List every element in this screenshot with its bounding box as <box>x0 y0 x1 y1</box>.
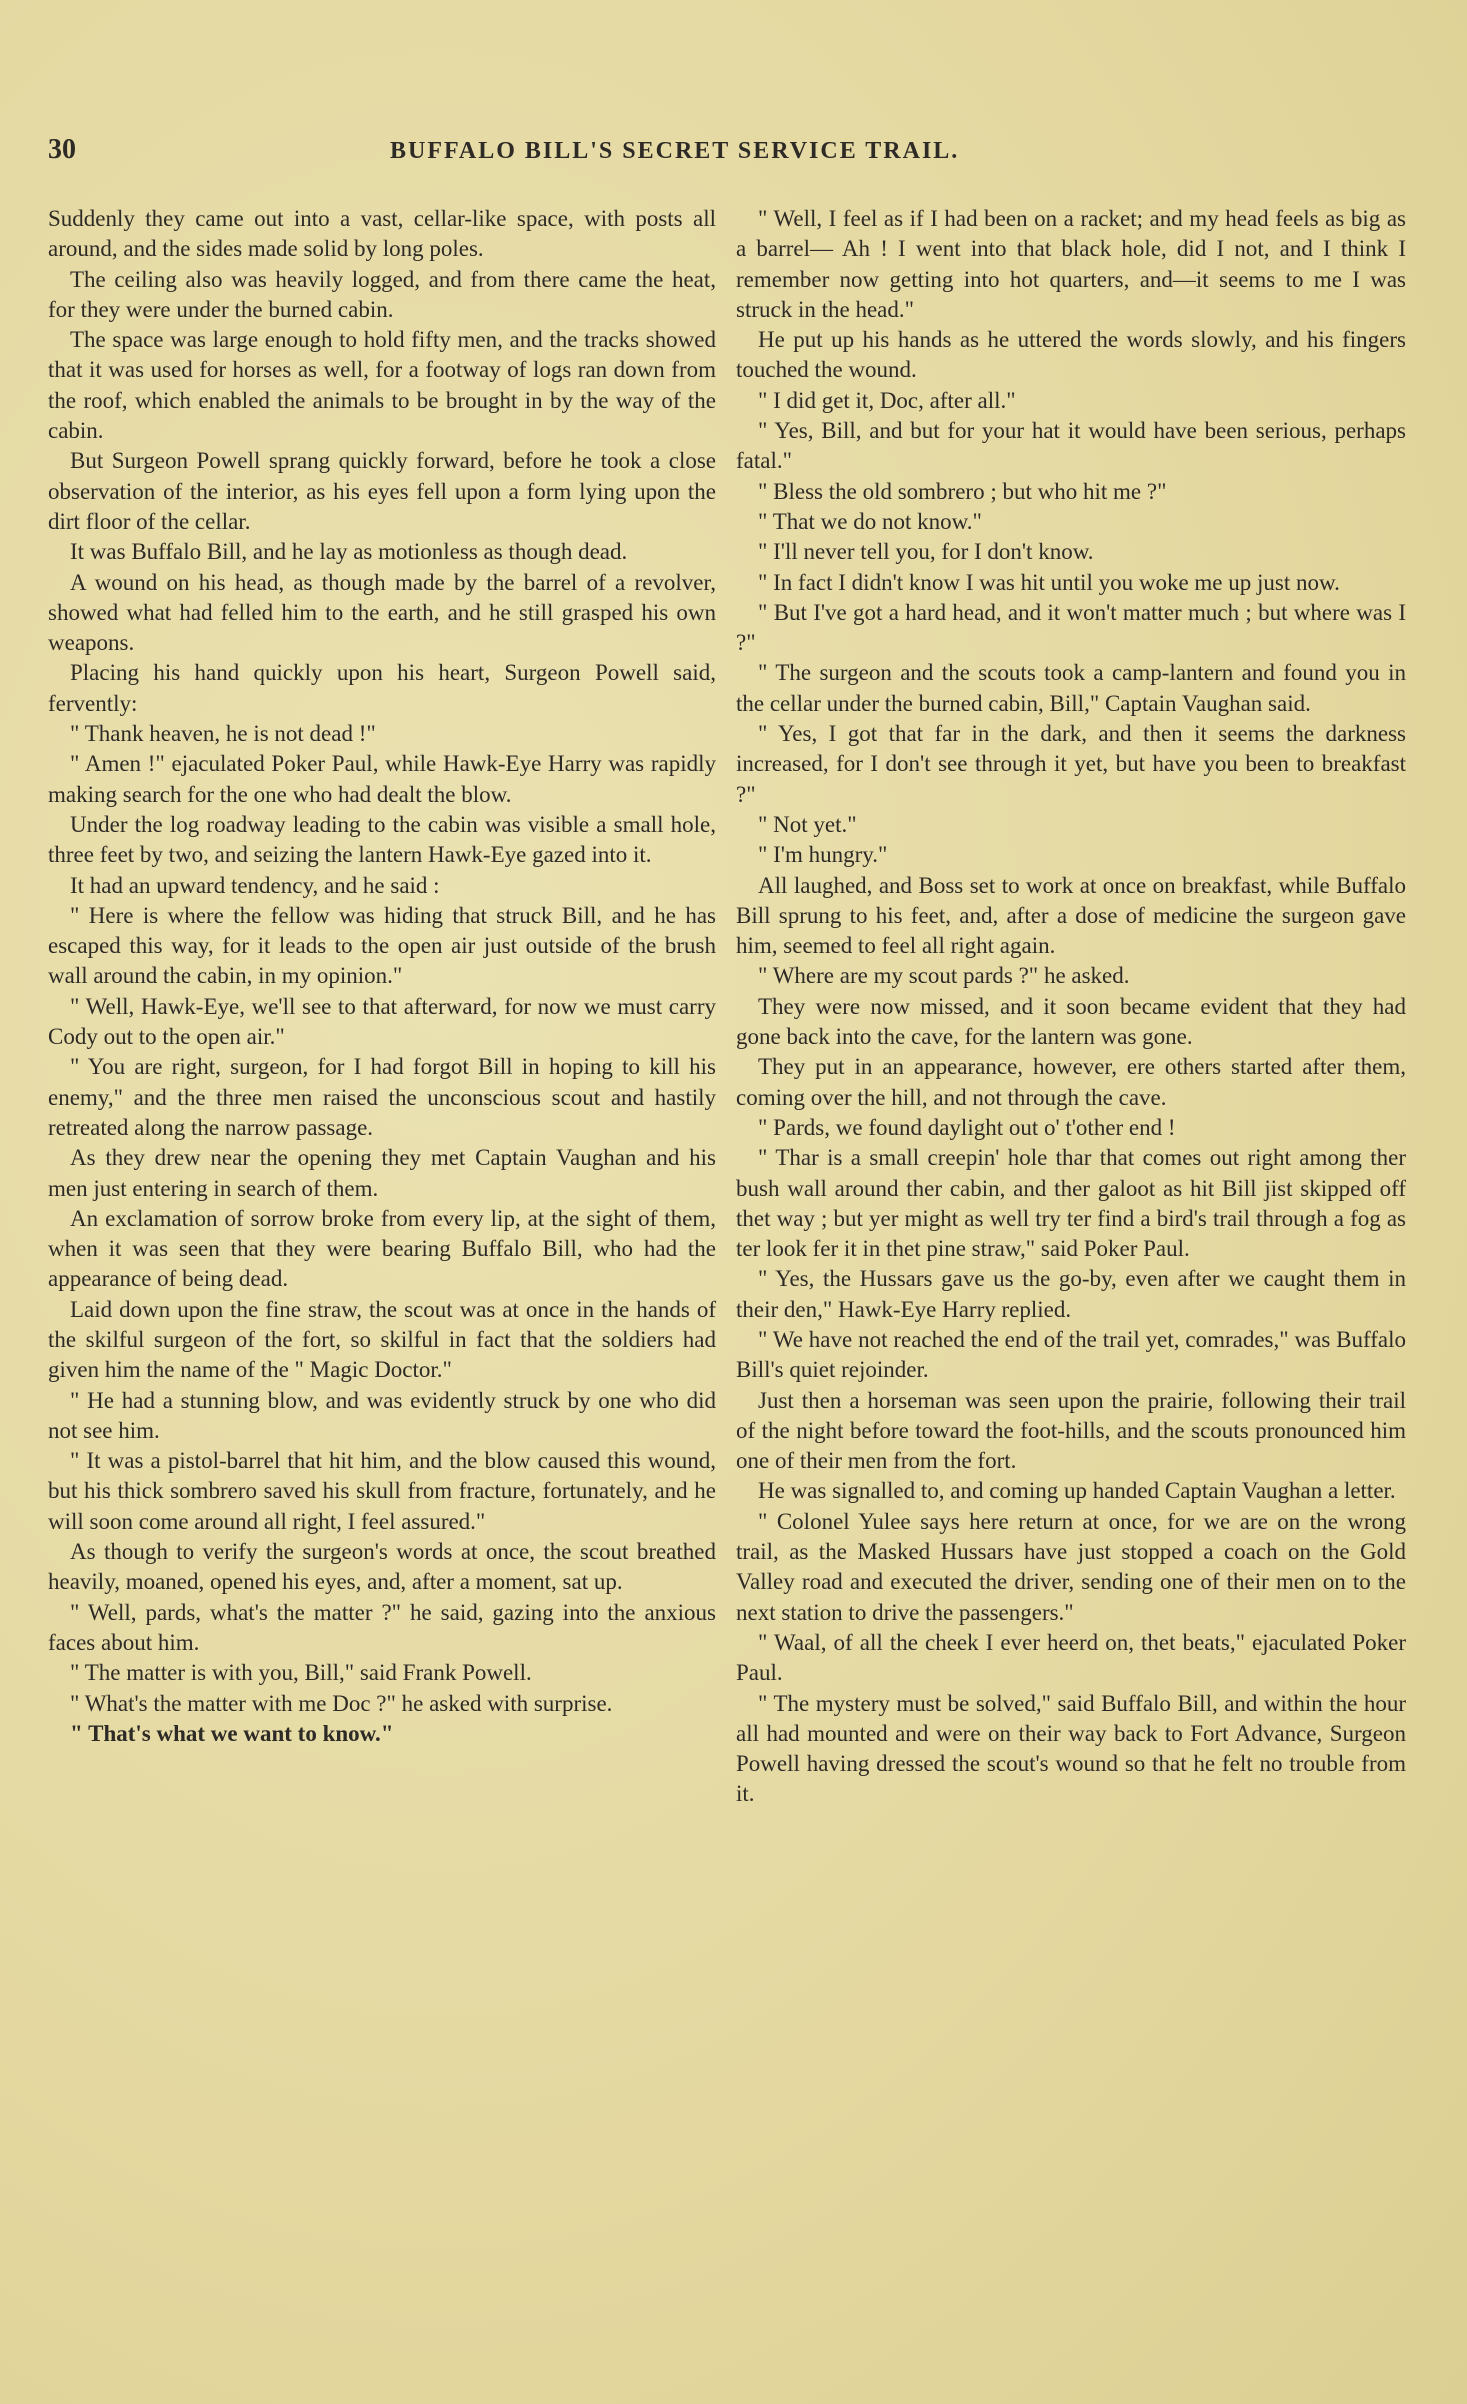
page-number: 30 <box>48 134 76 165</box>
paragraph: " Bless the old sombrero ; but who hit me ?" <box>758 478 1167 504</box>
paragraph: " Yes, I got that far in the dark, and then it seems the darkness increased, for I don't see through it yet, but have you been to breakfast ?" <box>736 721 1406 807</box>
paragraph: " Well, Hawk-Eye, we'll see to that afterward, for now we must carry Cody out to the open air." <box>48 993 716 1050</box>
paragraph: " He had a stunning blow, and was evidently struck by one who did not see him. <box>48 1387 716 1443</box>
paragraph: " Yes, Bill, and but for your hat it would have been serious, perhaps fatal." <box>736 418 1406 474</box>
paragraph: " Thar is a small creepin' hole thar that comes out right among ther bush wall around ther cabin, and ther galoot as hit Bill jist skipped off thet way ; but yer might as well try ter find a bird's trail through a fog as ter look fer it in thet pine straw," said Poker Paul. <box>736 1145 1406 1262</box>
running-title: BUFFALO BILL'S SECRET SERVICE TRAIL. <box>390 138 960 164</box>
paragraph: " Waal, of all the cheek I ever heerd on, thet beats," ejaculated Poker Paul. <box>736 1629 1406 1686</box>
paragraph: He put up his hands as he uttered the words slowly, and his fingers touched the wound. <box>736 327 1406 383</box>
paragraph: Just then a horseman was seen upon the prairie, following their trail of the night before toward the foot-hills, and the scouts pronounced him one of their men from the fort. <box>736 1387 1406 1474</box>
paragraph: " Amen !" ejaculated Poker Paul, while Hawk-Eye Harry was rapidly making search for the one who had dealt the blow. <box>48 751 716 807</box>
paragraph: " The surgeon and the scouts took a camp-lantern and found you in the cellar under the burned cabin, Bill," Captain Vaughan said. <box>736 660 1406 716</box>
paragraph: " Yes, the Hussars gave us the go-by, even after we caught them in their den," Hawk-Eye Harry replied. <box>736 1266 1406 1322</box>
paragraph: " Here is where the fellow was hiding that struck Bill, and he has escaped this way, for it leads to the open air just outside of the brush wall around the cabin, in my opinion." <box>48 902 716 989</box>
paragraph: As though to verify the surgeon's words at once, the scout breathed heavily, moaned, opened his eyes, and, after a moment, sat up. <box>48 1539 716 1595</box>
paragraph: " Pards, we found daylight out o' t'other end ! <box>758 1114 1176 1140</box>
paragraph: They put in an appearance, however, ere others started after them, coming over the hill, and not through the cave. <box>736 1054 1406 1110</box>
paragraph: The space was large enough to hold fifty men, and the tracks showed that it was used for horses as well, for a footway of logs ran down from the roof, which enabled the animals to be brought in by the way of the cabin. <box>48 327 716 444</box>
paragraph: " Colonel Yulee says here return at once, for we are on the wrong trail, as the Masked Hussars have just stopped a coach on the Gold Valley road and executed the driver, sending one of their men on to the next station to drive the passengers." <box>736 1508 1406 1625</box>
paragraph: " That we do not know." <box>758 508 982 534</box>
paragraph: A wound on his head, as though made by the barrel of a revolver, showed what had felled him to the earth, and he still grasped his own weapons. <box>48 569 716 656</box>
paragraph: " We have not reached the end of the trail yet, comrades," was Buffalo Bill's quiet rejoinder. <box>736 1326 1406 1383</box>
paragraph: Placing his hand quickly upon his heart, Surgeon Powell said, fervently: <box>48 660 716 716</box>
paragraph: " That's what we want to know." <box>70 1720 394 1746</box>
paragraph: " The matter is with you, Bill," said Frank Powell. <box>70 1660 532 1686</box>
paragraph: He was signalled to, and coming up handed Captain Vaughan a letter. <box>758 1478 1396 1504</box>
paragraph: " Where are my scout pards ?" he asked. <box>758 963 1130 989</box>
paragraph: But Surgeon Powell sprang quickly forward, before he took a close observation of the interior, as his eyes fell upon a form lying upon the dirt floor of the cellar. <box>48 448 716 534</box>
paragraph: " I did get it, Doc, after all." <box>758 387 1016 413</box>
paragraph: Under the log roadway leading to the cabin was visible a small hole, three feet by two, and seizing the lantern Hawk-Eye gazed into it. <box>48 811 716 868</box>
paragraph: " Thank heaven, he is not dead !" <box>70 721 376 747</box>
paragraph: " The mystery must be solved," said Buffalo Bill, and within the hour all had mounted and were on their way back to Fort Advance, Surgeon Powell having dressed the scout's wound so that he felt no trouble from it. <box>736 1690 1406 1807</box>
paragraph: " Well, pards, what's the matter ?" he said, gazing into the anxious faces about him. <box>48 1599 716 1655</box>
paragraph: Laid down upon the fine straw, the scout was at once in the hands of the skilful surgeon of the fort, so skilful in fact that the soldiers had given him the name of the " Magic Doctor." <box>48 1296 716 1383</box>
paragraph: It was Buffalo Bill, and he lay as motionless as though dead. <box>70 539 628 565</box>
paragraph: They were now missed, and it soon became evident that they had gone back into the cave, for the lantern was gone. <box>736 993 1406 1050</box>
right-column <box>736 204 1406 1810</box>
page-header <box>40 132 1420 172</box>
paragraph: As they drew near the opening they met Captain Vaughan and his men just entering in search of them. <box>48 1145 716 1201</box>
paragraph: " Well, I feel as if I had been on a racket; and my head feels as big as a barrel— Ah ! I went into that black hole, did I not, and I think I remember now getting into hot quarters, and—it seems to me I was struck in the head." <box>736 206 1406 322</box>
paragraph: Suddenly they came out into a vast, cellar-like space, with posts all around, and the sides made solid by long poles. <box>48 206 716 262</box>
paragraph: " It was a pistol-barrel that hit him, and the blow caused this wound, but his thick sombrero saved his skull from fracture, fortunately, and he will soon come around all right, I feel assured." <box>48 1448 716 1534</box>
paragraph: " But I've got a hard head, and it won't matter much ; but where was I ?" <box>736 599 1406 656</box>
paragraph: " What's the matter with me Doc ?" he asked with surprise. <box>70 1690 613 1716</box>
paragraph: " I'm hungry." <box>758 842 888 868</box>
paragraph: " You are right, surgeon, for I had forgot Bill in hoping to kill his enemy," and the three men raised the unconscious scout and hastily retreated along the narrow passage. <box>48 1054 716 1140</box>
paragraph: All laughed, and Boss set to work at once on breakfast, while Buffalo Bill sprung to his feet, and, after a dose of medicine the surgeon gave him, seemed to feel all right again. <box>736 872 1406 959</box>
paragraph: An exclamation of sorrow broke from every lip, at the sight of them, when it was seen that they were bearing Buffalo Bill, who had the appearance of being dead. <box>48 1205 716 1292</box>
paragraph: It had an upward tendency, and he said : <box>70 872 440 898</box>
paragraph: " Not yet." <box>758 811 857 837</box>
paragraph: The ceiling also was heavily logged, and from there came the heat, for they were under the burned cabin. <box>48 266 716 322</box>
paragraph: " I'll never tell you, for I don't know. <box>758 539 1094 565</box>
paragraph: " In fact I didn't know I was hit until you woke me up just now. <box>758 569 1340 595</box>
left-column <box>48 204 716 1749</box>
